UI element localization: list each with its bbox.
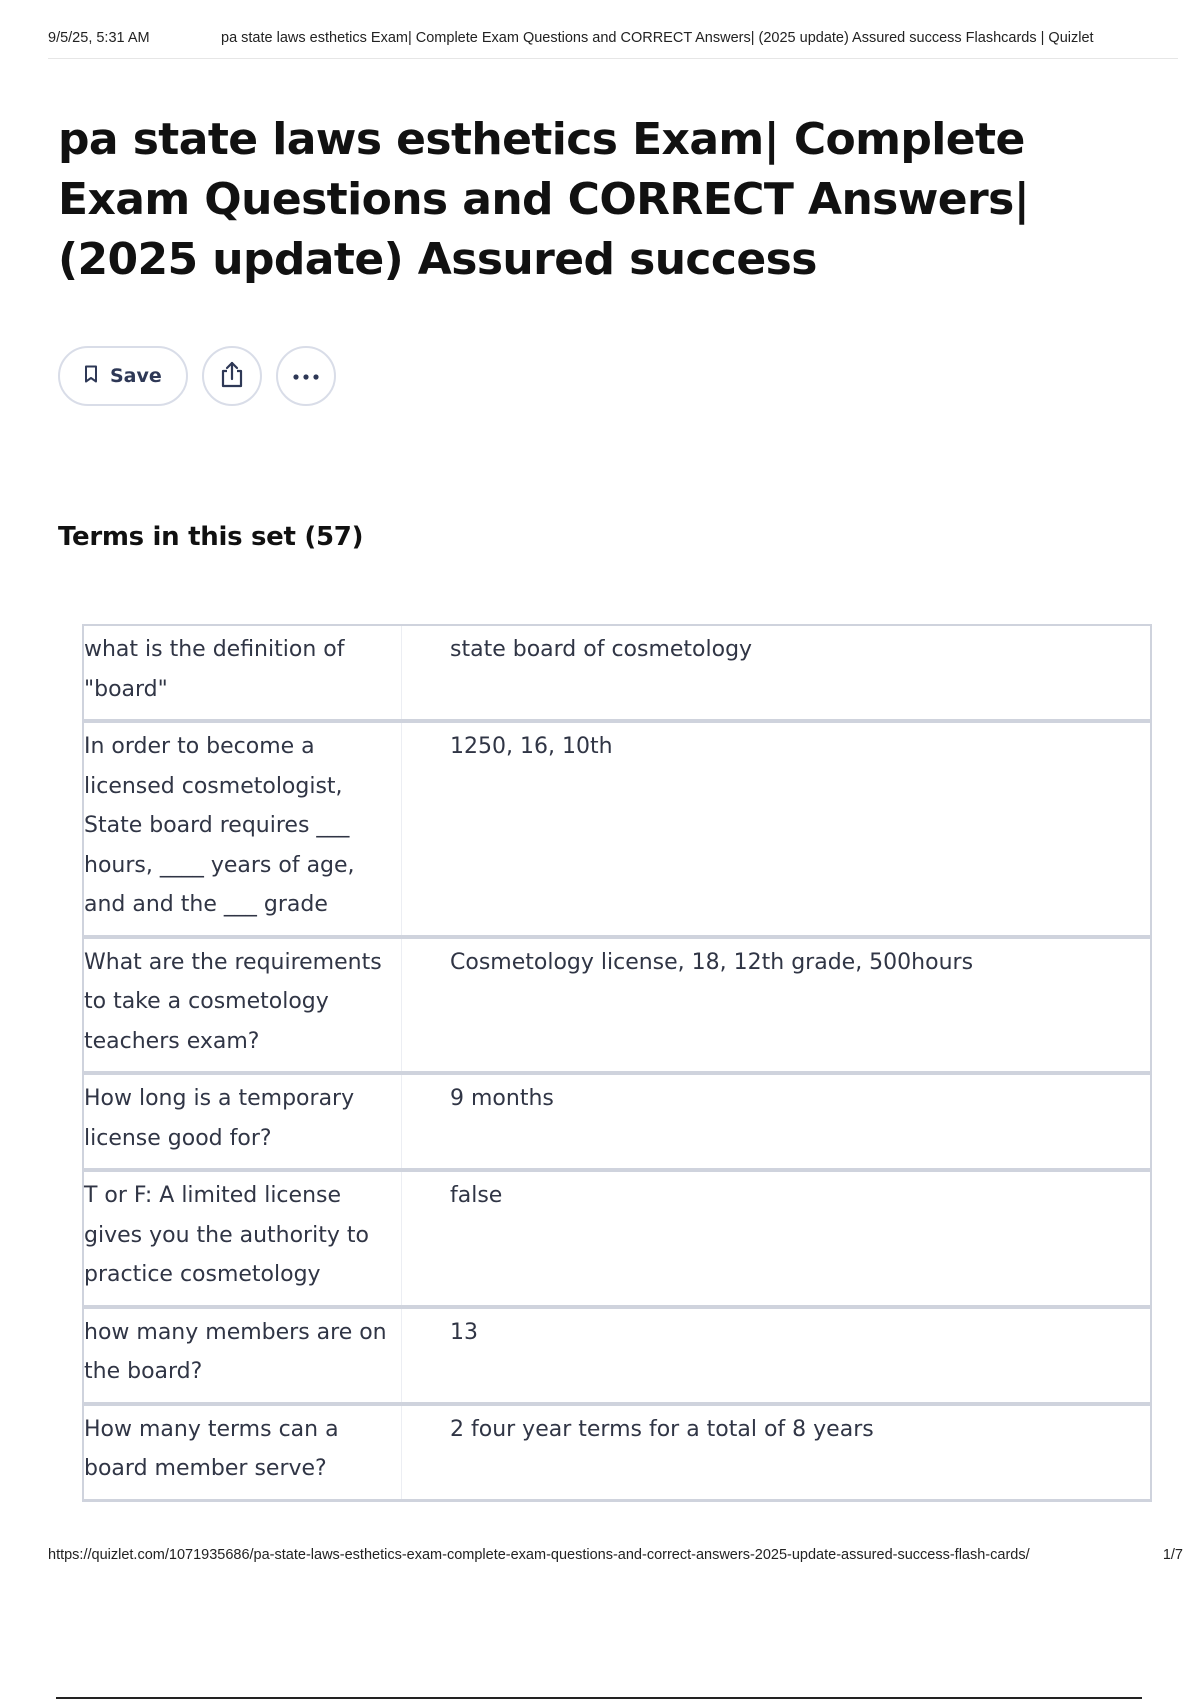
print-footer (48, 1547, 1183, 1563)
print-url: https://quizlet.com/1071935686/pa-state-laws-esthetics-exam-complete-exam-questions-and-correct-answers-2025-update-assured-success-flash-cards/ (48, 1547, 1030, 1563)
term-row (82, 1307, 1152, 1405)
term-text: How long is a temporary license good for? (84, 1075, 402, 1168)
definition-text: 1250, 16, 10th (450, 734, 613, 759)
term-text: What are the requirements to take a cosmetology teachers exam? (84, 939, 402, 1072)
term-text: T or F: A limited license gives you the authority to practice cosmetology (84, 1172, 402, 1305)
term-text: what is the definition of "board" (84, 626, 402, 719)
action-bar (58, 346, 336, 406)
more-options-button[interactable] (276, 346, 336, 406)
print-date: 9/5/25, 5:31 AM (48, 30, 150, 46)
definition-text: state board of cosmetology (450, 637, 753, 662)
term-text: How many terms can a board member serve? (84, 1406, 402, 1499)
term-row (82, 624, 1152, 722)
term-text: In order to become a licensed cosmetologist, State board requires ___ hours, ____ years of age, and and the ___ grade (84, 723, 402, 935)
more-icon (292, 369, 320, 384)
divider (56, 1697, 1142, 1699)
share-button[interactable] (202, 346, 262, 406)
definition-text: 13 (450, 1319, 478, 1345)
term-row (82, 721, 1152, 938)
term-row (82, 937, 1152, 1075)
term-text: how many members are on the board? (84, 1309, 402, 1402)
term-row (82, 1073, 1152, 1171)
save-label: Save (110, 365, 162, 387)
term-row (82, 1404, 1152, 1502)
print-doc-title: pa state laws esthetics Exam| Complete Exam Questions and CORRECT Answers| (2025 update) Assured success Flashcards | Quizlet (221, 30, 1094, 46)
bookmark-icon (84, 365, 98, 388)
page-number: 1/7 (1162, 1547, 1183, 1563)
terms-heading: Terms in this set (57) (58, 522, 364, 552)
page-title: pa state laws esthetics Exam| Complete Exam Questions and CORRECT Answers| (2025 update) Assured success (58, 114, 1030, 285)
save-button[interactable] (58, 346, 188, 406)
definition-text: Cosmetology license, 18, 12th grade, 500hours (450, 949, 974, 975)
terms-list (82, 624, 1152, 1501)
share-icon (219, 361, 245, 392)
definition-text: 2 four year terms for a total of 8 years (450, 1416, 874, 1442)
term-row (82, 1170, 1152, 1308)
definition-text: false (450, 1183, 503, 1208)
print-header (48, 28, 1178, 59)
definition-text: 9 months (450, 1086, 554, 1111)
